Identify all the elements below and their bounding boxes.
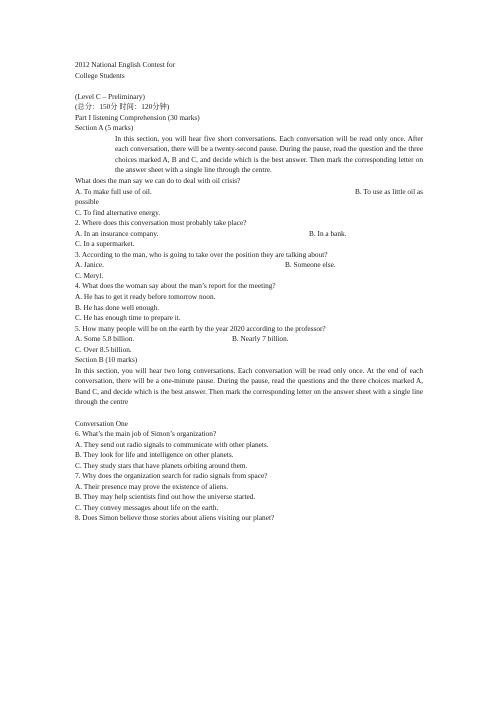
question-4-text: 4. What does the woman say about the man’s report for the meeting?: [75, 281, 276, 291]
question-2-options-row: [75, 229, 423, 240]
question-6-text: 6. What’s the main job of Simon’s organization?: [75, 429, 217, 439]
question-2-text: 2. Where does this conversation most probably take place?: [75, 218, 247, 228]
part1-heading: Part I listening Comprehension (30 marks): [75, 112, 200, 122]
question-7-option-c: C. They convey messages about life on the earth.: [75, 502, 219, 512]
score-and-time: (总分：150分 时间：120分钟): [75, 102, 170, 112]
section-b-heading: Section B (10 marks): [75, 355, 138, 365]
contest-level: (Level C – Preliminary): [75, 91, 145, 101]
question-1-option-c: C. To find alternative energy.: [75, 207, 161, 217]
question-2-option-c: C. In a supermarket.: [75, 239, 135, 249]
question-4-option-b: B. He has done well enough.: [75, 302, 160, 312]
question-1-text: What does the man say we can do to deal with oil crisis?: [75, 175, 241, 185]
section-b-instruction: In this section, you will hear two long conversations. Each conversation will be read only once. At the end of each conversation, there will be a one-minute pause. During the pause, read the questions and the three choices marked A, Band C, and decide which is the best answer. Then mark the corresponding letter on the answer sheet with a single line through the centre: [75, 365, 423, 407]
section-a-instruction: In this section, you will hear five short conversations. Each conversation will be read only once. After each conversation, there will be a twenty-second pause. During the pause, read the question and the three choices marked A, B and C, and decide which is the best answer. Then mark the corresponding letter on the answer sheet with a single line through the centre.: [115, 133, 423, 175]
spacer: [75, 408, 423, 419]
question-3-options-row: [75, 260, 423, 271]
question-8-text: 8. Does Simon believe those stories about aliens visiting our planet?: [75, 513, 275, 523]
conversation-one-heading: Conversation One: [75, 418, 128, 428]
question-5-options-row: [75, 334, 423, 345]
question-1-options-row: [75, 187, 423, 198]
question-7-option-b: B. They may help scientists find out how the universe started.: [75, 492, 256, 502]
spacer: [75, 81, 423, 92]
contest-title-line1: 2012 National English Contest for: [75, 60, 176, 69]
question-5-option-c: C. Over 8.5 billion.: [75, 344, 132, 354]
question-1-option-a: A. To make full use of oil.: [75, 186, 152, 196]
question-3-option-b: B. Someone else.: [285, 260, 336, 270]
question-3-option-c: C. Meryl.: [75, 270, 104, 280]
question-6-option-b: B. They look for life and intelligence on other planets.: [75, 450, 234, 460]
question-3-option-a: A. Janice.: [75, 260, 104, 270]
question-5-option-b: B. Nearly 7 billion.: [232, 334, 289, 344]
question-1-option-b-continued: possible: [75, 197, 99, 207]
contest-title-line2: College Students: [75, 70, 125, 80]
question-7-text: 7. Why does the organization search for radio signals from space?: [75, 471, 268, 481]
question-3-text: 3. According to the man, who is going to take over the position they are talking about?: [75, 249, 328, 259]
question-7-option-a: A. Their presence may prove the existence of aliens.: [75, 481, 229, 491]
question-1-option-b: B. To use as little oil as: [354, 186, 423, 196]
question-4-option-c: C. He has enough time to prepare it.: [75, 313, 181, 323]
question-2-option-a: A. In an insurance company.: [75, 228, 159, 238]
question-6-option-a: A. They send out radio signals to communicate with other planets.: [75, 439, 269, 449]
question-5-option-a: A. Some 5.8 billion.: [75, 334, 135, 344]
section-a-heading: Section A (5 marks): [75, 123, 134, 133]
question-5-text: 5. How many people will be on the earth by the year 2020 according to the professor?: [75, 323, 326, 333]
question-4-option-a: A. He has to get it ready before tomorrow noon.: [75, 291, 216, 301]
question-6-option-c: C. They study stars that have planets orbiting around them.: [75, 460, 248, 470]
question-2-option-b: B. In a bank.: [309, 228, 347, 238]
